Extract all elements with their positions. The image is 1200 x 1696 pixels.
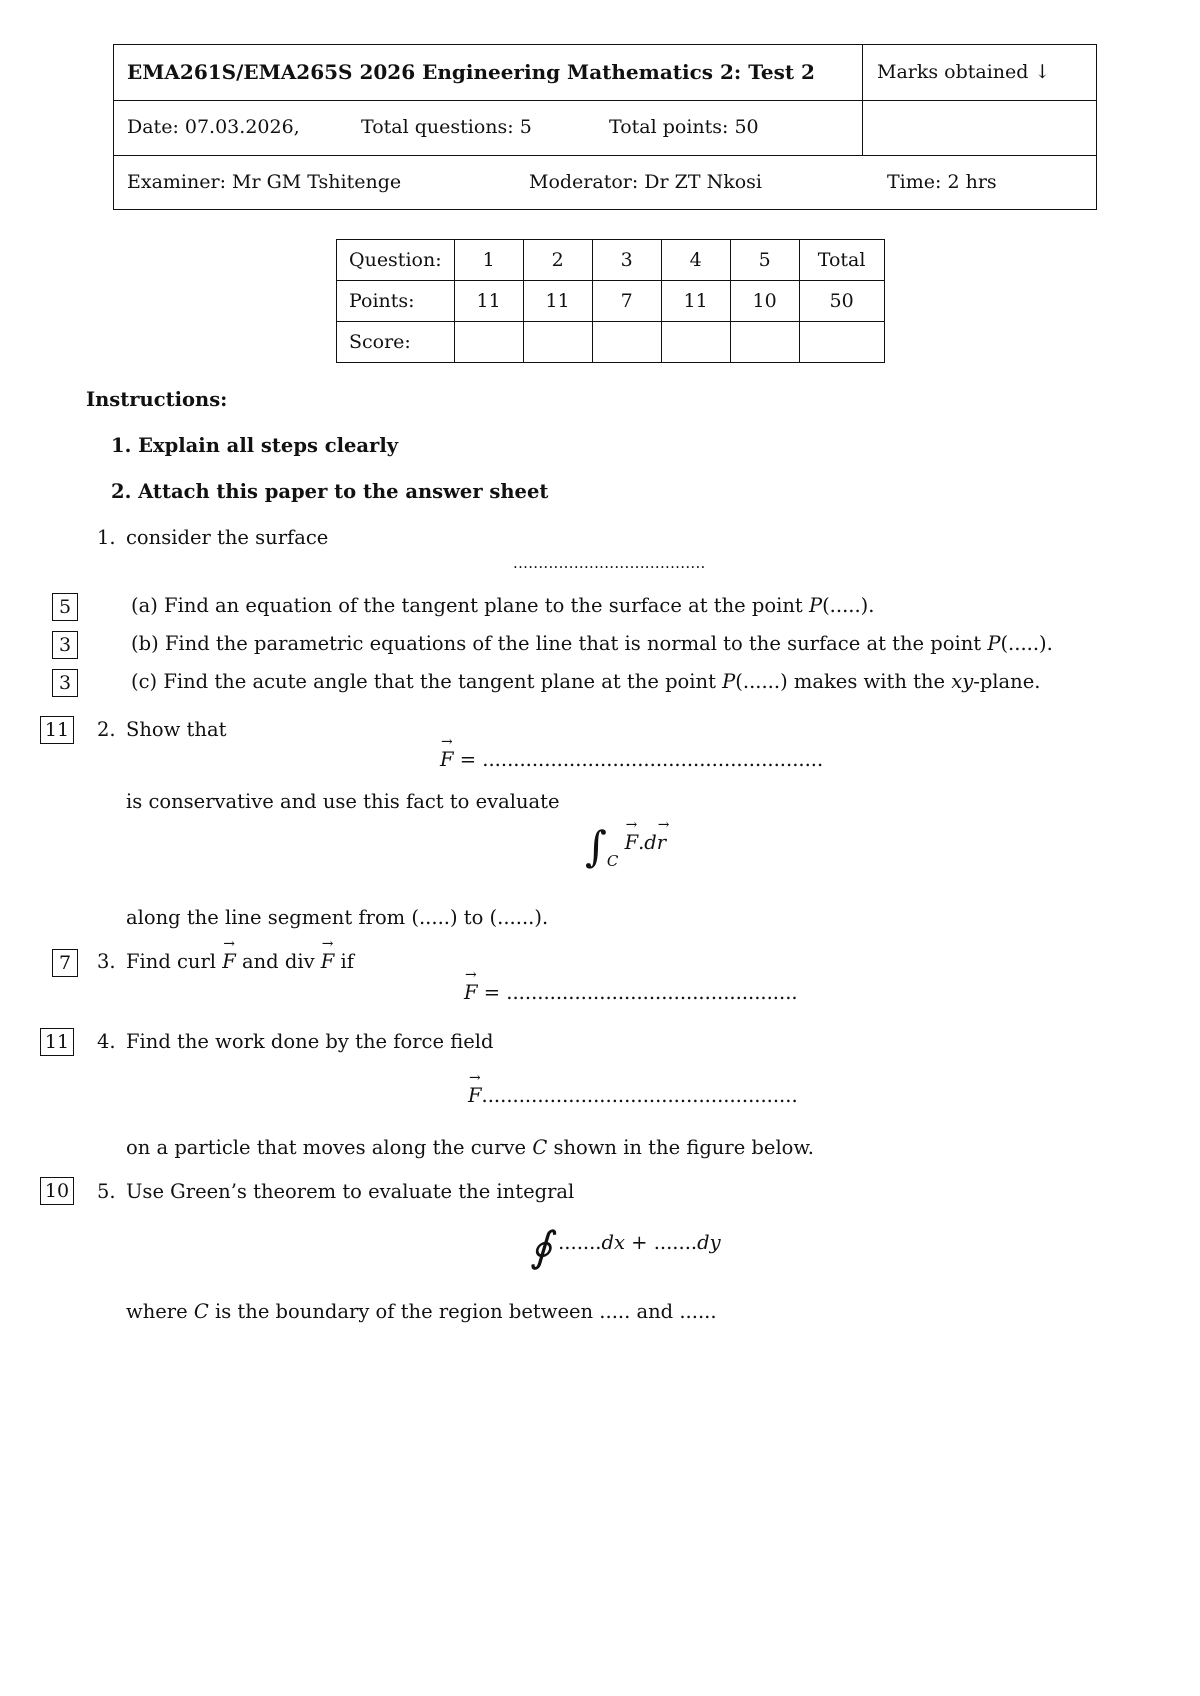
q1b-tail: (.....). bbox=[1000, 632, 1053, 655]
marks-obtained-label: Marks obtained ↓ bbox=[877, 61, 1051, 83]
points-value: 11 bbox=[661, 281, 730, 322]
question-number: 2 bbox=[523, 240, 592, 281]
question-number: 4 bbox=[661, 240, 730, 281]
q3-text bbox=[126, 950, 354, 973]
q5-dots-p: ....... bbox=[558, 1231, 602, 1254]
moderator: Moderator: Dr ZT Nkosi bbox=[529, 171, 762, 193]
q1c-plane-tail: -plane. bbox=[973, 670, 1041, 693]
total-points: Total points: 50 bbox=[609, 116, 759, 138]
q4-number: 4. bbox=[97, 1030, 116, 1053]
q2-equation-blank: = ....................................................... bbox=[459, 748, 824, 771]
q1a-line bbox=[131, 594, 874, 617]
q2-integral-sub: C bbox=[606, 851, 619, 870]
q1b-mark-box: 3 bbox=[52, 631, 78, 659]
question-number: 5 bbox=[730, 240, 799, 281]
points-label: Points: bbox=[337, 281, 455, 322]
q4-mark-box: 11 bbox=[40, 1028, 74, 1056]
score-label: Score: bbox=[337, 322, 455, 363]
q3-eq-f-vector: → F bbox=[464, 981, 478, 1004]
q5-text-boundary bbox=[126, 1300, 717, 1323]
q5-number: 5. bbox=[97, 1180, 116, 1203]
score-cell[interactable] bbox=[730, 322, 799, 363]
q5-dy: dy bbox=[697, 1231, 721, 1254]
score-total-cell[interactable] bbox=[799, 322, 884, 363]
q3-mark-box: 7 bbox=[52, 949, 78, 977]
q2-text-segment: along the line segment from (.....) to (......). bbox=[126, 906, 549, 929]
header-row-info bbox=[114, 100, 1096, 156]
q5-mark-box: 10 bbox=[40, 1177, 74, 1205]
q1a-label: (a) bbox=[131, 594, 158, 617]
q3-text-if: if bbox=[340, 950, 354, 973]
q5-text-region: is the boundary of the region between ..... and ...... bbox=[214, 1300, 717, 1323]
question-number: 1 bbox=[454, 240, 523, 281]
header-box bbox=[113, 44, 1097, 210]
q3-f-vector: → F bbox=[321, 950, 335, 973]
score-cell[interactable] bbox=[661, 322, 730, 363]
grade-row-questions bbox=[337, 240, 885, 281]
q1c-label: (c) bbox=[131, 670, 158, 693]
q2-integrand-f: → F bbox=[625, 831, 639, 854]
q1-text: consider the surface bbox=[126, 526, 329, 549]
q1b-label: (b) bbox=[131, 632, 159, 655]
q1a-mark-box: 5 bbox=[52, 593, 78, 621]
total-questions: Total questions: 5 bbox=[361, 116, 532, 138]
q1-surface-blank: ...................................... bbox=[513, 554, 706, 572]
header-divider bbox=[862, 45, 863, 155]
integral-sign: ∫ bbox=[585, 822, 607, 871]
q4-force-blank: ................................................... bbox=[481, 1084, 798, 1107]
instruction-item: 1. Explain all steps clearly bbox=[111, 434, 399, 457]
q3-equation-blank: = ............................................... bbox=[483, 981, 798, 1004]
q2-integrand-dot: .d bbox=[638, 831, 657, 854]
header-row-title bbox=[114, 45, 1096, 101]
grade-row-score bbox=[337, 322, 885, 363]
points-total: 50 bbox=[799, 281, 884, 322]
score-cell[interactable] bbox=[454, 322, 523, 363]
q3-number: 3. bbox=[97, 950, 116, 973]
q2-number: 2. bbox=[97, 718, 116, 741]
q5-text-where: where bbox=[126, 1300, 188, 1323]
q1c-line bbox=[131, 670, 1040, 693]
q4-text-figure: shown in the figure below. bbox=[553, 1136, 815, 1159]
q4-text: Find the work done by the force field bbox=[126, 1030, 494, 1053]
q1a-text: Find an equation of the tangent plane to the surface at the point bbox=[164, 594, 803, 617]
q1b-point: P bbox=[987, 632, 1001, 655]
q3-equation bbox=[464, 981, 798, 1004]
q1c-plane-var: xy bbox=[951, 670, 974, 693]
examiner: Examiner: Mr GM Tshitenge bbox=[127, 171, 402, 193]
contour-integral-sign: ∮ bbox=[530, 1222, 552, 1271]
question-number: 3 bbox=[592, 240, 661, 281]
points-value: 10 bbox=[730, 281, 799, 322]
q5-dots-q: + ....... bbox=[631, 1231, 698, 1254]
grade-table bbox=[336, 239, 885, 363]
question-label: Question: bbox=[337, 240, 455, 281]
q3-f-vector: → F bbox=[222, 950, 236, 973]
q2-integrand-r: → r bbox=[657, 831, 666, 854]
q1c-mark-box: 3 bbox=[52, 669, 78, 697]
q5-curve-c: C bbox=[193, 1300, 209, 1323]
q2-text: Show that bbox=[126, 718, 227, 741]
q5-text: Use Green’s theorem to evaluate the integral bbox=[126, 1180, 575, 1203]
score-cell[interactable] bbox=[523, 322, 592, 363]
score-cell[interactable] bbox=[592, 322, 661, 363]
q2-equation bbox=[440, 748, 823, 771]
q1-number: 1. bbox=[97, 526, 116, 549]
q2-f-vector: → F bbox=[440, 748, 454, 771]
points-value: 7 bbox=[592, 281, 661, 322]
q2-text-conservative: is conservative and use this fact to evaluate bbox=[126, 790, 560, 813]
q1c-point: P bbox=[722, 670, 736, 693]
q3-text-div: and div bbox=[241, 950, 315, 973]
question-total-label: Total bbox=[799, 240, 884, 281]
q2-mark-box: 11 bbox=[40, 716, 74, 744]
q5-dx: dx bbox=[601, 1231, 625, 1254]
exam-title: EMA261S/EMA265S 2026 Engineering Mathematics 2: Test 2 bbox=[127, 60, 815, 84]
instruction-item: 2. Attach this paper to the answer sheet bbox=[111, 480, 549, 503]
grade-row-points bbox=[337, 281, 885, 322]
points-value: 11 bbox=[454, 281, 523, 322]
q2-line-integral bbox=[585, 822, 666, 871]
q1c-text: Find the acute angle that the tangent plane at the point bbox=[163, 670, 716, 693]
header-row-staff bbox=[114, 155, 1096, 210]
q1b-line bbox=[131, 632, 1053, 655]
q5-contour-integral bbox=[530, 1222, 721, 1271]
q4-text-particle: on a particle that moves along the curve bbox=[126, 1136, 527, 1159]
q1c-tail: (......) makes with the bbox=[735, 670, 946, 693]
q3-text-curl: Find curl bbox=[126, 950, 217, 973]
q4-force-field bbox=[468, 1084, 798, 1107]
q1a-tail: (.....). bbox=[822, 594, 875, 617]
q1b-text: Find the parametric equations of the line that is normal to the surface at the point bbox=[164, 632, 982, 655]
exam-date: Date: 07.03.2026, bbox=[127, 116, 300, 138]
q4-f-vector: → F bbox=[468, 1084, 482, 1107]
points-value: 11 bbox=[523, 281, 592, 322]
exam-time: Time: 2 hrs bbox=[887, 171, 997, 193]
q1a-point: P bbox=[808, 594, 823, 617]
instructions-heading: Instructions: bbox=[86, 388, 228, 411]
q4-curve-c: C bbox=[532, 1136, 548, 1159]
q4-text-curve bbox=[126, 1136, 814, 1159]
